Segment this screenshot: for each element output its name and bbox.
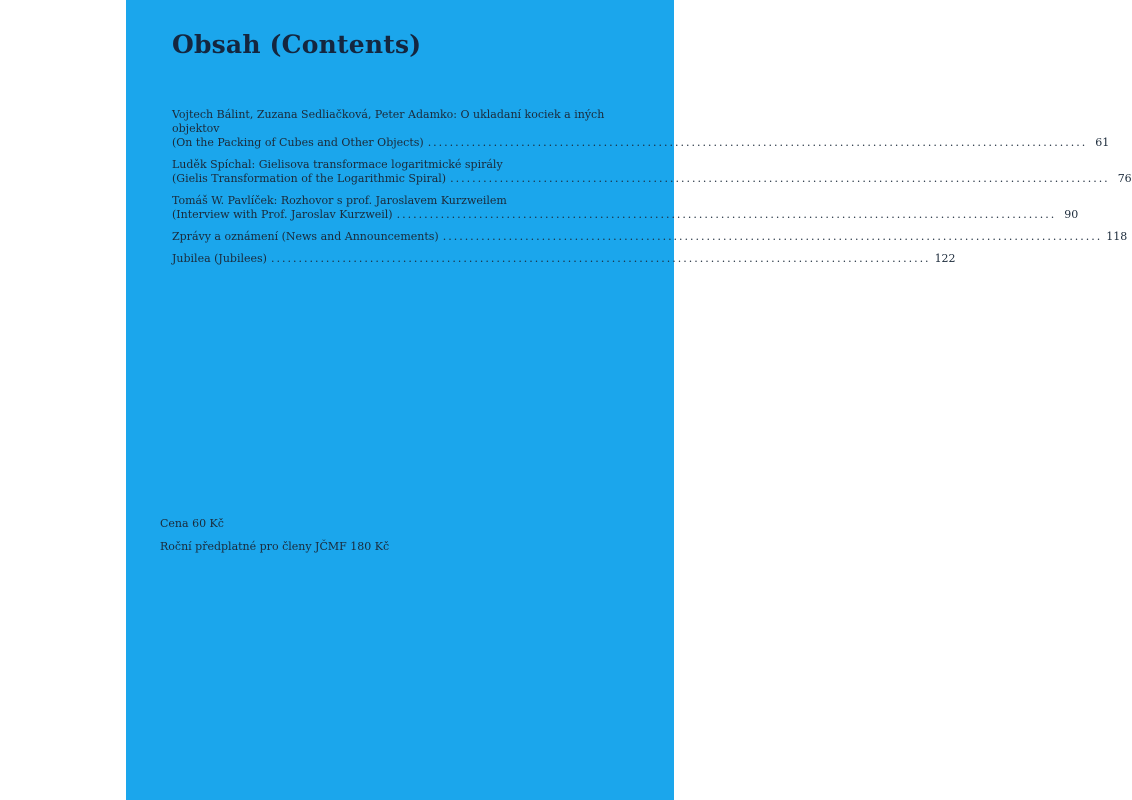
- toc-entry-english-title: (Gielis Transformation of the Logarithmic Spiral): [172, 172, 447, 185]
- single-issue-price: Cena 60 Kč: [160, 517, 224, 530]
- toc-page-number: 122: [934, 252, 956, 265]
- toc-entry-title: Zprávy a oznámení (News and Announcements): [172, 230, 439, 243]
- dot-leader: ........................................................................................................................: [396, 208, 1057, 221]
- toc-entry-3: [172, 194, 1079, 222]
- toc-entry-text: Vojtech Bálint, Zuzana Sedliačková, Peter Adamko: O ukladaní kociek a iných: [172, 108, 605, 121]
- dot-leader: ........................................................................................................................: [270, 252, 931, 265]
- toc-page-number: 76: [1117, 172, 1132, 185]
- toc-entry-title: Jubilea (Jubilees): [172, 252, 267, 265]
- toc-leader-row: [172, 136, 1110, 150]
- toc-entry-5: [172, 252, 956, 266]
- toc-page-number: 90: [1064, 208, 1079, 221]
- toc-entry-1: [172, 108, 1110, 150]
- toc-leader-row: [172, 208, 1079, 222]
- toc-leader-row: [172, 172, 1132, 186]
- toc-page-number: 118: [1106, 230, 1128, 243]
- dot-leader: ........................................................................................................................: [442, 230, 1103, 243]
- dot-leader: ........................................................................................................................: [450, 172, 1110, 185]
- back-cover: [126, 0, 1132, 800]
- annual-subscription-price: Roční předplatné pro členy JČMF 180 Kč: [160, 540, 390, 553]
- toc-entry-text: Tomáš W. Pavlíček: Rozhovor s prof. Jaroslavem Kurzweilem: [172, 194, 507, 207]
- toc-entry-text: objektov: [172, 122, 220, 135]
- toc-entry-2: [172, 158, 1132, 186]
- toc-leader-row: [172, 230, 1128, 244]
- dot-leader: ........................................................................................................................: [427, 136, 1088, 149]
- price-info: [160, 512, 389, 558]
- toc-entry-english-title: (Interview with Prof. Jaroslav Kurzweil): [172, 208, 393, 221]
- toc-entry-text: Luděk Spíchal: Gielisova transformace logaritmické spirály: [172, 158, 503, 171]
- table-of-contents: [172, 108, 1132, 274]
- toc-leader-row: [172, 252, 956, 266]
- toc-entry-4: [172, 230, 1128, 244]
- toc-page-number: 61: [1095, 136, 1110, 149]
- toc-entry-english-title: (On the Packing of Cubes and Other Objects): [172, 136, 424, 149]
- page-title: Obsah (Contents): [172, 30, 422, 59]
